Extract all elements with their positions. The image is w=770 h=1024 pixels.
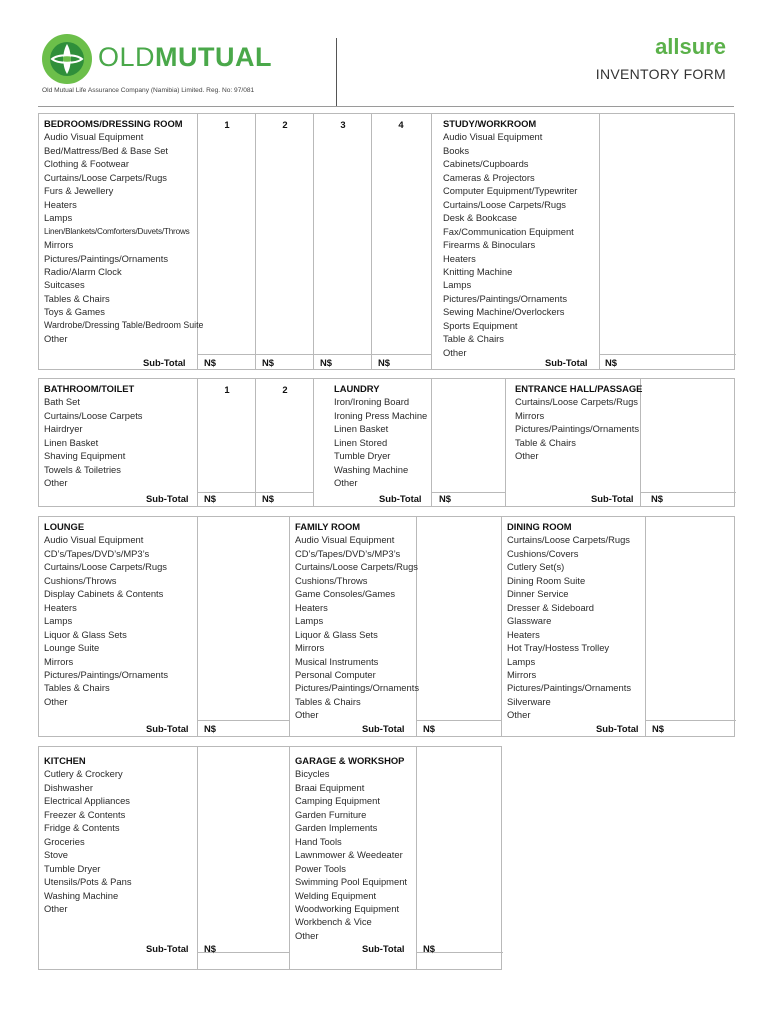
list-item: Mirrors (295, 642, 325, 654)
list-item: Firearms & Binoculars (443, 239, 536, 251)
list-item: Cutlery Set(s) (507, 561, 565, 573)
list-item: Power Tools (295, 862, 346, 874)
list-item: Groceries (44, 835, 85, 847)
subtotal-label: Sub-Total (591, 493, 634, 504)
list-item: Lawnmower & Weedeater (295, 849, 403, 861)
list-item: Cushions/Throws (44, 574, 117, 586)
currency-field[interactable]: N$ (262, 493, 274, 504)
list-item: Fridge & Contents (44, 822, 120, 834)
list-item: Dishwasher (44, 781, 93, 793)
currency-field[interactable]: N$ (262, 357, 274, 368)
list-item: Cameras & Projectors (443, 171, 535, 183)
list-item: Display Cabinets & Contents (44, 588, 164, 600)
header-divider (336, 38, 337, 106)
column-number: 2 (282, 119, 288, 130)
list-item: Tumble Dryer (44, 862, 101, 874)
list-item: Washing Machine (334, 463, 409, 475)
list-item: Other (443, 346, 467, 358)
list-item: Electrical Appliances (44, 795, 130, 807)
list-item: Sports Equipment (443, 319, 518, 331)
garage-list (295, 754, 407, 942)
list-item: Radio/Alarm Clock (44, 265, 122, 277)
list-item: Dining Room Suite (507, 574, 586, 586)
list-item: Dresser & Sideboard (507, 601, 595, 613)
list-item: Other (44, 695, 68, 707)
list-item: Pictures/Paintings/Ornaments (515, 423, 640, 435)
subtotal-label: Sub-Total (362, 723, 405, 734)
list-item: Other (334, 477, 358, 489)
list-item: Cutlery & Crockery (44, 768, 123, 780)
list-item: Heaters (443, 252, 476, 264)
list-item: Curtains/Loose Carpets/Rugs (295, 561, 418, 573)
list-item: Towels & Toiletries (44, 463, 121, 475)
list-item: Dinner Service (507, 588, 569, 600)
list-item: Tumble Dryer (334, 450, 391, 462)
bathroom-list (44, 382, 143, 490)
list-item: Hairdryer (44, 423, 83, 435)
list-item: Mirrors (44, 239, 74, 251)
list-item: Workbench & Vice (295, 916, 372, 928)
section-kitchen-garage (38, 746, 502, 970)
list-item: Hand Tools (295, 835, 342, 847)
bedrooms-title: BEDROOMS/DRESSING ROOM (44, 118, 183, 129)
section-lounge-family-dining (38, 516, 735, 737)
currency-field[interactable]: N$ (378, 357, 390, 368)
header-rule (38, 106, 734, 107)
list-item: Cushions/Throws (295, 574, 368, 586)
currency-field[interactable]: N$ (423, 943, 435, 954)
list-item: Shaving Equipment (44, 450, 126, 462)
list-item: Other (44, 477, 68, 489)
list-item: Heaters (295, 601, 328, 613)
subtotal-label: Sub-Total (146, 493, 189, 504)
old-mutual-logo-icon (40, 32, 94, 86)
list-item: Stove (44, 849, 68, 861)
currency-field[interactable]: N$ (652, 723, 664, 734)
brand-name-light: OLD (98, 42, 156, 72)
list-item: Pictures/Paintings/Ornaments (507, 682, 632, 694)
list-item: Freezer & Contents (44, 808, 126, 820)
entrance-list (515, 382, 642, 463)
list-item: Personal Computer (295, 668, 376, 680)
list-item: Cushions/Covers (507, 547, 579, 559)
list-item: Heaters (507, 628, 540, 640)
list-item: Audio Visual Equipment (44, 534, 144, 546)
list-item: Liquor & Glass Sets (295, 628, 378, 640)
list-item: Audio Visual Equipment (295, 534, 395, 546)
list-item: Heaters (44, 601, 77, 613)
study-list (443, 117, 577, 359)
list-item: Garden Implements (295, 822, 378, 834)
column-number: 4 (398, 119, 404, 130)
brand-name (98, 42, 272, 73)
family-title: FAMILY ROOM (295, 521, 361, 532)
list-item: Silverware (507, 695, 551, 707)
list-item: Knitting Machine (443, 265, 513, 277)
list-item: Audio Visual Equipment (443, 131, 543, 143)
list-item: Linen/Blankets/Comforters/Duvets/Throws (44, 226, 190, 236)
list-item: Lounge Suite (44, 642, 100, 654)
list-item: Other (515, 450, 539, 462)
list-item: Mirrors (515, 409, 545, 421)
list-item: Table & Chairs (515, 436, 576, 448)
list-item: Linen Basket (44, 436, 99, 448)
dining-list (507, 520, 631, 722)
garage-title: GARAGE & WORKSHOP (295, 755, 405, 766)
list-item: Pictures/Paintings/Ornaments (44, 668, 169, 680)
list-item: Pictures/Paintings/Ornaments (443, 292, 568, 304)
study-title: STUDY/WORKROOM (443, 118, 537, 129)
subtotal-label: Sub-Total (143, 357, 186, 368)
laundry-list (334, 382, 427, 490)
registration-line: Old Mutual Life Assurance Company (Namibia) Limited. Reg. No: 97/081 (42, 87, 255, 94)
list-item: Lamps (507, 655, 536, 667)
list-item: Books (443, 144, 470, 156)
list-item: Game Consoles/Games (295, 588, 396, 600)
list-item: Hot Tray/Hostess Trolley (507, 642, 610, 654)
list-item: Lamps (295, 615, 324, 627)
list-item: Bed/Mattress/Bed & Base Set (44, 144, 169, 156)
list-item: Other (295, 929, 319, 941)
subtotal-label: Sub-Total (146, 723, 189, 734)
list-item: Linen Basket (334, 423, 389, 435)
list-item: Cabinets/Cupboards (443, 158, 529, 170)
list-item: CD’s/Tapes/DVD’s/MP3’s (295, 547, 401, 559)
list-item: Furs & Jewellery (44, 185, 114, 197)
list-item: Welding Equipment (295, 889, 377, 901)
list-item: Suitcases (44, 279, 85, 291)
list-item: Computer Equipment/Typewriter (443, 185, 578, 197)
list-item: Tables & Chairs (44, 682, 110, 694)
section-bathroom-laundry-entrance (38, 378, 735, 507)
kitchen-list (44, 754, 132, 915)
column-number: 3 (340, 119, 346, 130)
subtotal-label: Sub-Total (146, 943, 189, 954)
list-item: Other (295, 709, 319, 721)
currency-field[interactable]: N$ (204, 723, 216, 734)
list-item: Bicycles (295, 768, 330, 780)
list-item: Musical Instruments (295, 655, 379, 667)
list-item: Wardrobe/Dressing Table/Bedroom Suite (44, 319, 204, 330)
list-item: Other (44, 902, 68, 914)
currency-field[interactable]: N$ (204, 943, 216, 954)
family-list (295, 520, 419, 722)
column-number: 1 (224, 384, 230, 395)
list-item: Audio Visual Equipment (44, 131, 144, 143)
currency-field[interactable]: N$ (204, 493, 216, 504)
list-item: Desk & Bookcase (443, 212, 517, 224)
list-item: Clothing & Footwear (44, 158, 129, 170)
section-bedrooms-study (38, 113, 735, 370)
list-item: Ironing Press Machine (334, 409, 428, 421)
list-item: Washing Machine (44, 889, 119, 901)
list-item: Mirrors (507, 668, 537, 680)
list-item: Other (507, 709, 531, 721)
list-item: Curtains/Loose Carpets/Rugs (44, 171, 167, 183)
list-item: Glassware (507, 615, 552, 627)
entrance-title: ENTRANCE HALL/PASSAGE (515, 383, 643, 394)
currency-field[interactable]: N$ (204, 357, 216, 368)
bedrooms-list (44, 117, 203, 346)
column-number: 2 (282, 384, 288, 395)
list-item: Linen Stored (334, 436, 388, 448)
list-item: Curtains/Loose Carpets/Rugs (443, 198, 566, 210)
list-item: Braai Equipment (295, 781, 365, 793)
list-item: Pictures/Paintings/Ornaments (295, 682, 420, 694)
list-item: Tables & Chairs (295, 695, 361, 707)
product-logo: allsure (655, 34, 726, 59)
laundry-title: LAUNDRY (334, 383, 380, 394)
list-item: Fax/Communication Equipment (443, 225, 574, 237)
list-item: Swimming Pool Equipment (295, 876, 408, 888)
list-item: Toys & Games (44, 306, 105, 318)
currency-field[interactable]: N$ (605, 357, 617, 368)
lounge-title: LOUNGE (44, 521, 85, 532)
subtotal-label: Sub-Total (596, 723, 639, 734)
list-item: CD’s/Tapes/DVD’s/MP3’s (44, 547, 150, 559)
list-item: Heaters (44, 198, 77, 210)
brand-name-bold: MUTUAL (155, 42, 273, 72)
subtotal-label: Sub-Total (545, 357, 588, 368)
list-item: Camping Equipment (295, 795, 380, 807)
column-number: 1 (224, 119, 230, 130)
list-item: Curtains/Loose Carpets/Rugs (515, 396, 638, 408)
list-item: Pictures/Paintings/Ornaments (44, 252, 169, 264)
list-item: Table & Chairs (443, 333, 504, 345)
list-item: Lamps (443, 279, 472, 291)
list-item: Curtains/Loose Carpets/Rugs (507, 534, 630, 546)
list-item: Curtains/Loose Carpets/Rugs (44, 561, 167, 573)
list-item: Liquor & Glass Sets (44, 628, 127, 640)
form-title: INVENTORY FORM (595, 66, 726, 82)
currency-field[interactable]: N$ (651, 493, 663, 504)
list-item: Tables & Chairs (44, 292, 110, 304)
list-item: Other (44, 333, 68, 345)
list-item: Curtains/Loose Carpets (44, 409, 143, 421)
dining-title: DINING ROOM (507, 521, 572, 532)
currency-field[interactable]: N$ (439, 493, 451, 504)
list-item: Sewing Machine/Overlockers (443, 306, 565, 318)
list-item: Mirrors (44, 655, 74, 667)
subtotal-label: Sub-Total (379, 493, 422, 504)
list-item: Woodworking Equipment (295, 902, 400, 914)
list-item: Iron/Ironing Board (334, 396, 410, 408)
list-item: Lamps (44, 212, 73, 224)
currency-field[interactable]: N$ (320, 357, 332, 368)
bathroom-title: BATHROOM/TOILET (44, 383, 135, 394)
lounge-list (44, 520, 168, 708)
currency-field[interactable]: N$ (423, 723, 435, 734)
list-item: Utensils/Pots & Pans (44, 876, 132, 888)
list-item: Bath Set (44, 396, 80, 408)
kitchen-title: KITCHEN (44, 755, 86, 766)
subtotal-label: Sub-Total (362, 943, 405, 954)
list-item: Lamps (44, 615, 73, 627)
list-item: Garden Furniture (295, 808, 367, 820)
